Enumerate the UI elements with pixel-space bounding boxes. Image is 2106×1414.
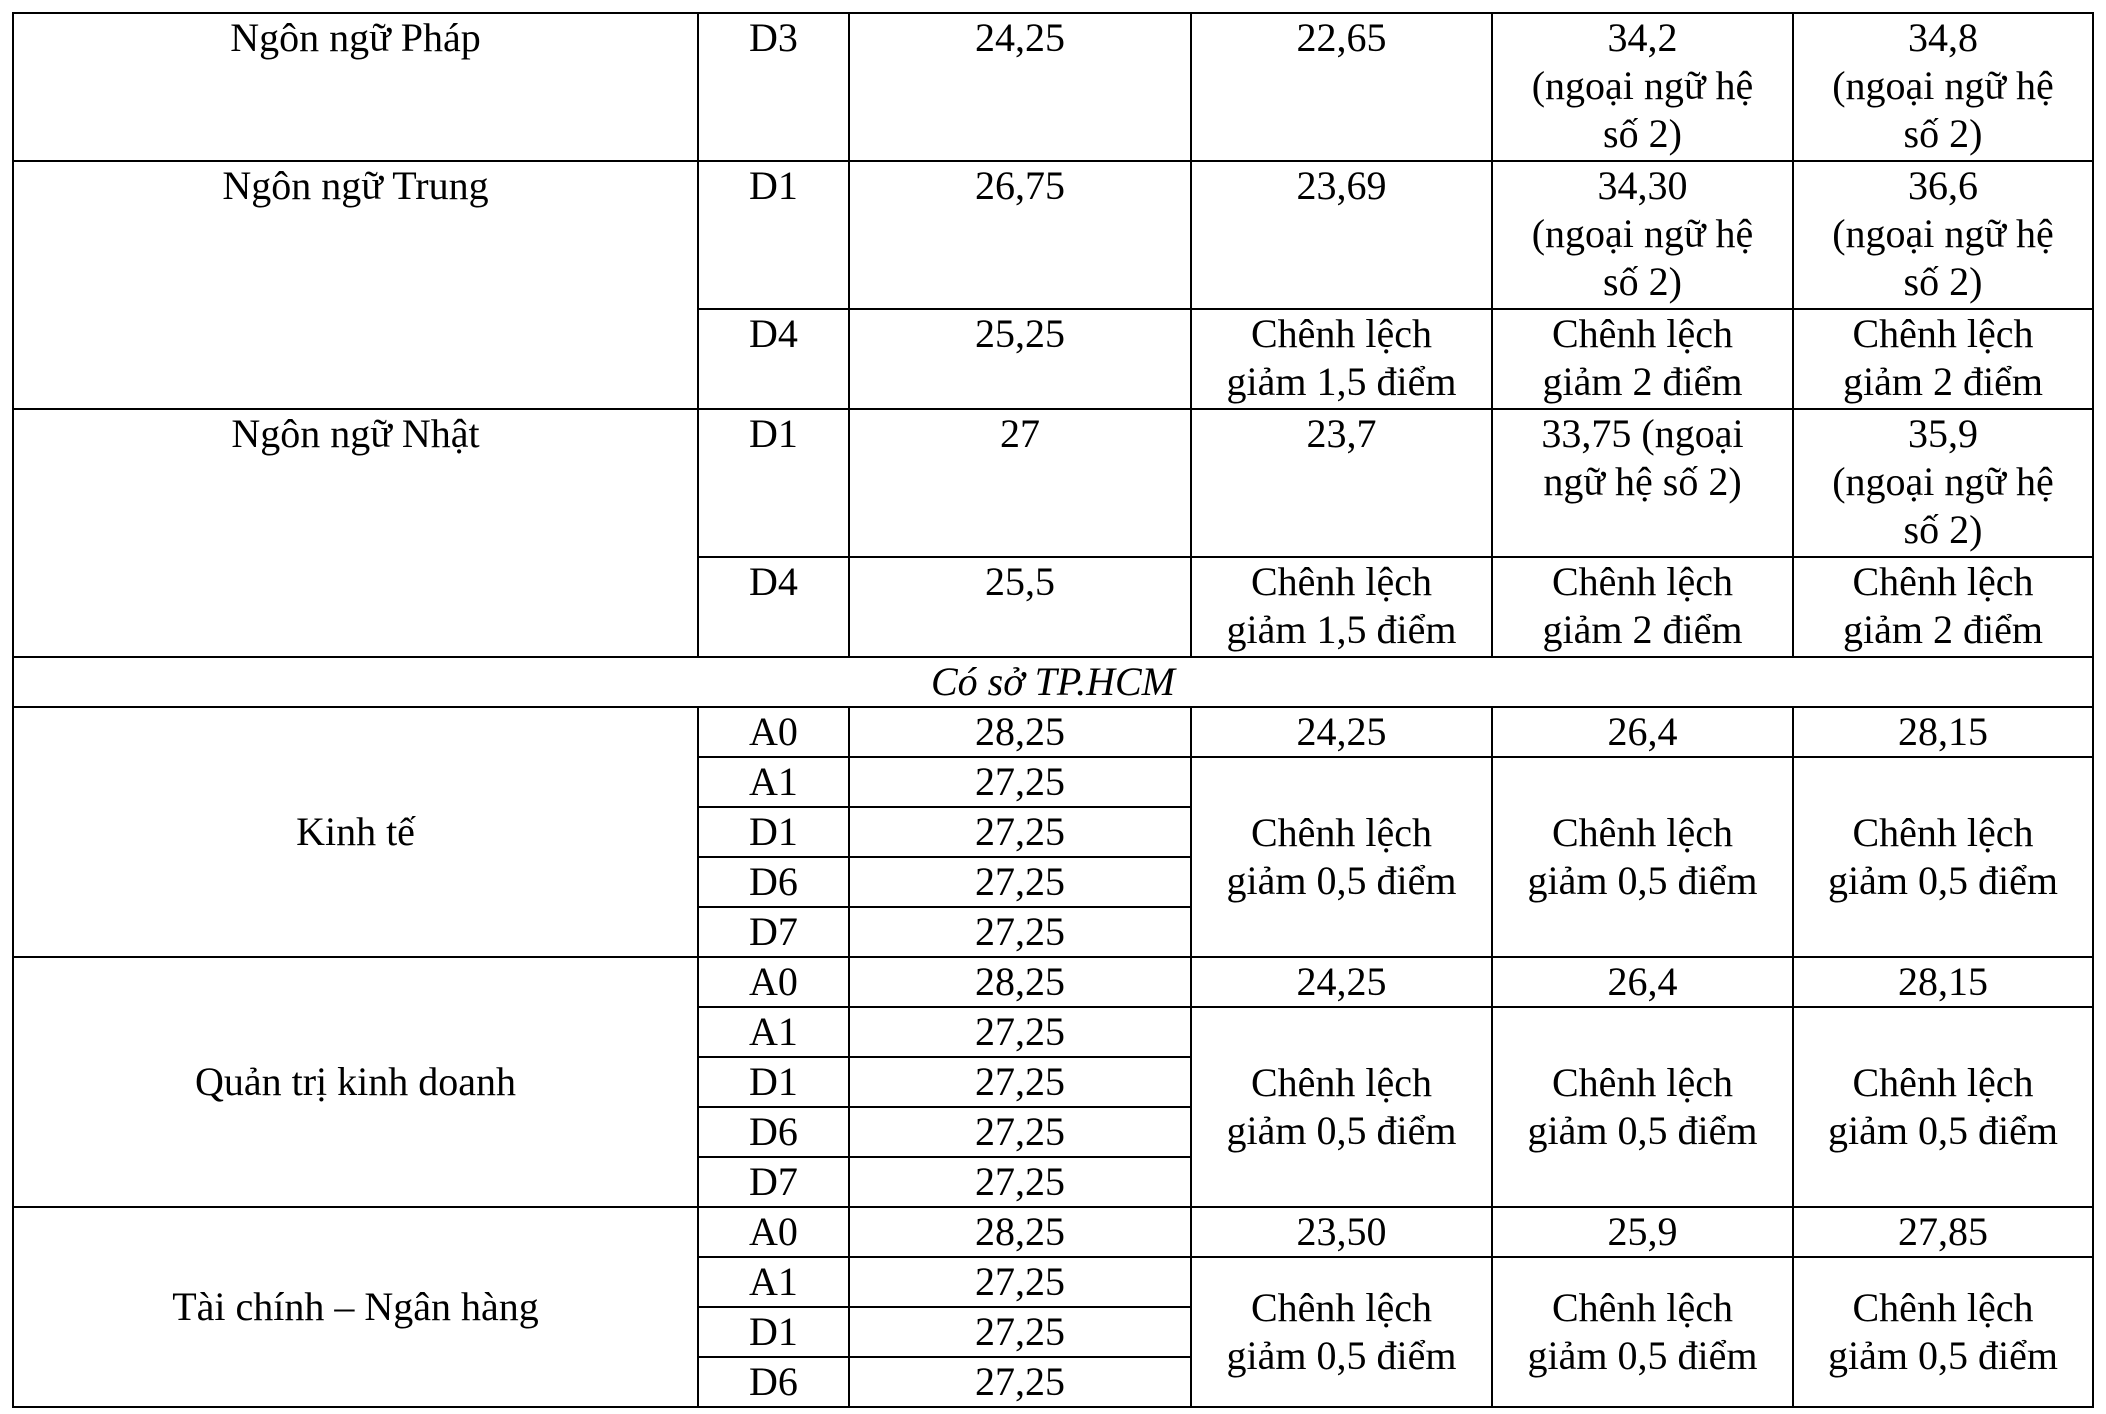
cell-line: giảm 0,5 điểm [1527,1108,1758,1153]
cell-line: số 2) [1603,259,1682,304]
cell-line: số 2) [1903,507,1983,552]
cell-line: 34,30 [1597,163,1688,208]
cell-line: Chênh lệch [1852,311,2034,356]
block-cell: D1 [698,1307,849,1357]
score-cell: 27,25 [849,1307,1191,1357]
block-cell: A0 [698,1207,849,1257]
cell-line: Chênh lệch [1852,1285,2034,1330]
score-cell: 23,50 [1191,1207,1492,1257]
section-header-hcm: Có sở TP.HCM [13,657,2093,707]
score-cell: 28,25 [849,1207,1191,1257]
score-cell: 24,25 [849,13,1191,161]
cell-line: Chênh lệch [1852,1060,2034,1105]
cell-line: giảm 0,5 điểm [1226,1108,1457,1153]
block-cell: D6 [698,1107,849,1157]
score-cell: 26,75 [849,161,1191,309]
block-cell: D1 [698,161,849,309]
block-cell: A1 [698,1007,849,1057]
score-cell [1793,1007,2093,1207]
section-row [13,657,2093,707]
score-cell: 27,25 [849,1257,1191,1307]
score-cell [1492,409,1793,557]
score-cell: 26,4 [1492,707,1793,757]
score-cell [1793,557,2093,657]
score-cell: 27,25 [849,907,1191,957]
score-cell: 28,25 [849,957,1191,1007]
block-cell: D6 [698,857,849,907]
cell-line: Chênh lệch [1551,1060,1734,1105]
score-cell: 27,25 [849,1007,1191,1057]
score-cell: 27,25 [849,1357,1191,1407]
major-cell: Ngôn ngữ Nhật [13,409,698,657]
cell-line: Chênh lệch [1250,1060,1433,1105]
cell-line: Chênh lệch [1250,1285,1433,1330]
cell-line: số 2) [1903,111,1983,156]
cell-line: Chênh lệch [1250,311,1433,356]
cell-line: số 2) [1603,111,1682,156]
score-cell: 27,25 [849,757,1191,807]
cell-line: (ngoại ngữ hệ [1531,63,1754,108]
block-cell: D3 [698,13,849,161]
score-cell: 25,25 [849,309,1191,409]
cell-line: giảm 0,5 điểm [1828,858,2058,903]
score-cell [1793,161,2093,309]
admission-score-table [12,12,2094,1408]
score-cell [1492,161,1793,309]
cell-line: giảm 1,5 điểm [1226,359,1457,404]
score-cell: 27,25 [849,1057,1191,1107]
score-cell [1492,13,1793,161]
cell-line: giảm 0,5 điểm [1226,1333,1457,1378]
score-cell: 24,25 [1191,957,1492,1007]
major-cell: Quản trị kinh doanh [13,957,698,1207]
cell-line: Chênh lệch [1852,810,2034,855]
cell-line: Chênh lệch [1551,1285,1734,1330]
score-cell [1492,557,1793,657]
table-row [13,957,2093,1007]
score-cell: 23,7 [1191,409,1492,557]
score-cell [1793,409,2093,557]
block-cell: D7 [698,907,849,957]
block-cell: D4 [698,309,849,409]
cell-line: (ngoại ngữ hệ [1832,459,2054,504]
cell-line: Chênh lệch [1551,559,1734,604]
score-cell [1793,13,2093,161]
cell-line: (ngoại ngữ hệ [1832,63,2054,108]
score-cell [1191,1257,1492,1407]
table-row [13,13,2093,161]
block-cell: A1 [698,1257,849,1307]
cell-line: giảm 2 điểm [1843,607,2043,652]
score-cell [1793,1257,2093,1407]
cell-line: 35,9 [1908,411,1978,456]
score-cell [1492,1257,1793,1407]
score-cell [1492,1007,1793,1207]
block-cell: D1 [698,807,849,857]
cell-line: giảm 2 điểm [1843,359,2043,404]
cell-line: giảm 0,5 điểm [1527,1333,1758,1378]
cell-line: giảm 0,5 điểm [1828,1333,2058,1378]
cell-line: Chênh lệch [1551,810,1734,855]
score-cell [1191,1007,1492,1207]
cell-line: Chênh lệch [1852,559,2034,604]
cell-line: giảm 0,5 điểm [1226,858,1457,903]
score-cell: 25,5 [849,557,1191,657]
cell-line: (ngoại ngữ hệ [1832,211,2054,256]
cell-line: 34,8 [1908,15,1978,60]
score-cell [1191,309,1492,409]
score-cell: 27,25 [849,1107,1191,1157]
score-cell: 23,69 [1191,161,1492,309]
cell-line: Chênh lệch [1250,559,1433,604]
block-cell: D7 [698,1157,849,1207]
cell-line: Chênh lệch [1250,810,1433,855]
cell-line: ngữ hệ số 2) [1543,459,1742,504]
table-row [13,1207,2093,1257]
score-cell: 25,9 [1492,1207,1793,1257]
score-cell: 28,15 [1793,707,2093,757]
score-cell: 27,25 [849,807,1191,857]
cell-line: giảm 0,5 điểm [1527,858,1758,903]
block-cell: D1 [698,409,849,557]
cell-line: 34,2 [1607,15,1678,60]
block-cell: A0 [698,707,849,757]
score-cell [1191,757,1492,957]
block-cell: A0 [698,957,849,1007]
cell-line: giảm 2 điểm [1542,607,1743,652]
table-row [13,161,2093,309]
score-cell: 28,15 [1793,957,2093,1007]
cell-line: giảm 2 điểm [1542,359,1743,404]
score-cell: 27,25 [849,1157,1191,1207]
table-row [13,707,2093,757]
score-cell [1492,309,1793,409]
cell-line: số 2) [1903,259,1983,304]
block-cell: D1 [698,1057,849,1107]
cell-line: (ngoại ngữ hệ [1531,211,1754,256]
cell-line: 33,75 (ngoại [1541,411,1744,456]
score-cell [1793,309,2093,409]
score-cell: 28,25 [849,707,1191,757]
cell-line: giảm 0,5 điểm [1828,1108,2058,1153]
cell-line: giảm 1,5 điểm [1226,607,1457,652]
score-cell [1191,557,1492,657]
score-cell: 22,65 [1191,13,1492,161]
table-row [13,409,2093,557]
block-cell: D6 [698,1357,849,1407]
score-cell: 27,85 [1793,1207,2093,1257]
block-cell: A1 [698,757,849,807]
cell-line: 36,6 [1908,163,1978,208]
major-cell: Ngôn ngữ Pháp [13,13,698,161]
score-cell: 26,4 [1492,957,1793,1007]
major-cell: Ngôn ngữ Trung [13,161,698,409]
score-cell: 24,25 [1191,707,1492,757]
major-cell: Tài chính – Ngân hàng [13,1207,698,1407]
major-cell: Kinh tế [13,707,698,957]
score-cell: 27,25 [849,857,1191,907]
block-cell: D4 [698,557,849,657]
score-cell: 27 [849,409,1191,557]
cell-line: Chênh lệch [1551,311,1734,356]
score-cell [1492,757,1793,957]
score-cell [1793,757,2093,957]
